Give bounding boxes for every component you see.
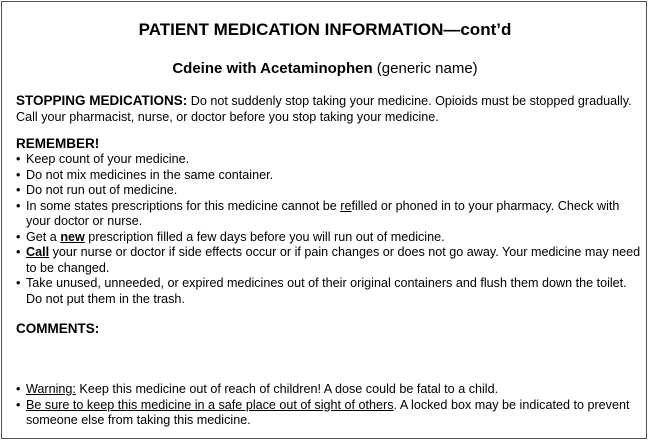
item-text: prescription filled a few days before you will run out of medicine. xyxy=(84,229,445,244)
remember-list xyxy=(16,152,641,307)
stopping-medications-section xyxy=(16,93,636,125)
list-item xyxy=(16,398,641,429)
generic-name-label: (generic name) xyxy=(372,60,478,77)
item-text: Do not mix medicines in the same container. xyxy=(26,167,274,182)
list-item xyxy=(16,199,641,230)
drug-subtitle xyxy=(0,60,650,78)
stopping-medications-text: Do not suddenly stop taking your medicine. Opioids must be stopped gradually. Call your pharmacist, nurse, or doctor before you stop taking your medicine. xyxy=(16,94,632,124)
page-title: PATIENT MEDICATION INFORMATION—cont’d xyxy=(138,20,512,39)
item-text: . A locked box may be indicated to prevent someone else from taking this medicine. xyxy=(26,397,630,427)
warnings-list xyxy=(16,382,641,429)
comments-heading: COMMENTS: xyxy=(16,321,100,336)
item-text: Do not run out of medicine. xyxy=(26,183,178,197)
stopping-medications-heading: STOPPING MEDICATIONS: xyxy=(16,93,188,108)
underlined-text: re xyxy=(340,198,352,213)
item-text: Keep count of your medicine. xyxy=(26,152,190,166)
underlined-text: Be sure to keep this medicine in a safe place out of sight of others xyxy=(26,397,394,412)
warning-label: Warning: xyxy=(26,382,76,396)
list-item xyxy=(16,276,641,307)
item-text: Keep this medicine out of reach of children! A dose could be fatal to a child. xyxy=(75,382,499,396)
item-text: filled or phoned in to your pharmacy. Check with your doctor or nurse. xyxy=(26,198,620,228)
item-text: your nurse or doctor if side effects occur or if pain changes or does not go away. Your medicine may need to be changed. xyxy=(26,245,641,275)
emphasized-text: new xyxy=(60,229,85,244)
list-item xyxy=(16,168,641,184)
list-item xyxy=(16,245,641,276)
emphasized-text: Call xyxy=(26,245,50,259)
list-item xyxy=(16,183,641,199)
item-text: Take unused, unneeded, or expired medicines out of their original containers and flush them down the toilet. Do not put them in the trash. xyxy=(26,276,627,306)
item-text: Get a xyxy=(26,229,61,244)
drug-name: Cdeine with Acetaminophen xyxy=(172,60,373,77)
list-item xyxy=(16,230,641,246)
remember-heading: REMEMBER! xyxy=(16,136,100,151)
item-text: In some states prescriptions for this medicine cannot be xyxy=(26,198,341,213)
list-item xyxy=(16,152,641,168)
list-item xyxy=(16,382,641,398)
